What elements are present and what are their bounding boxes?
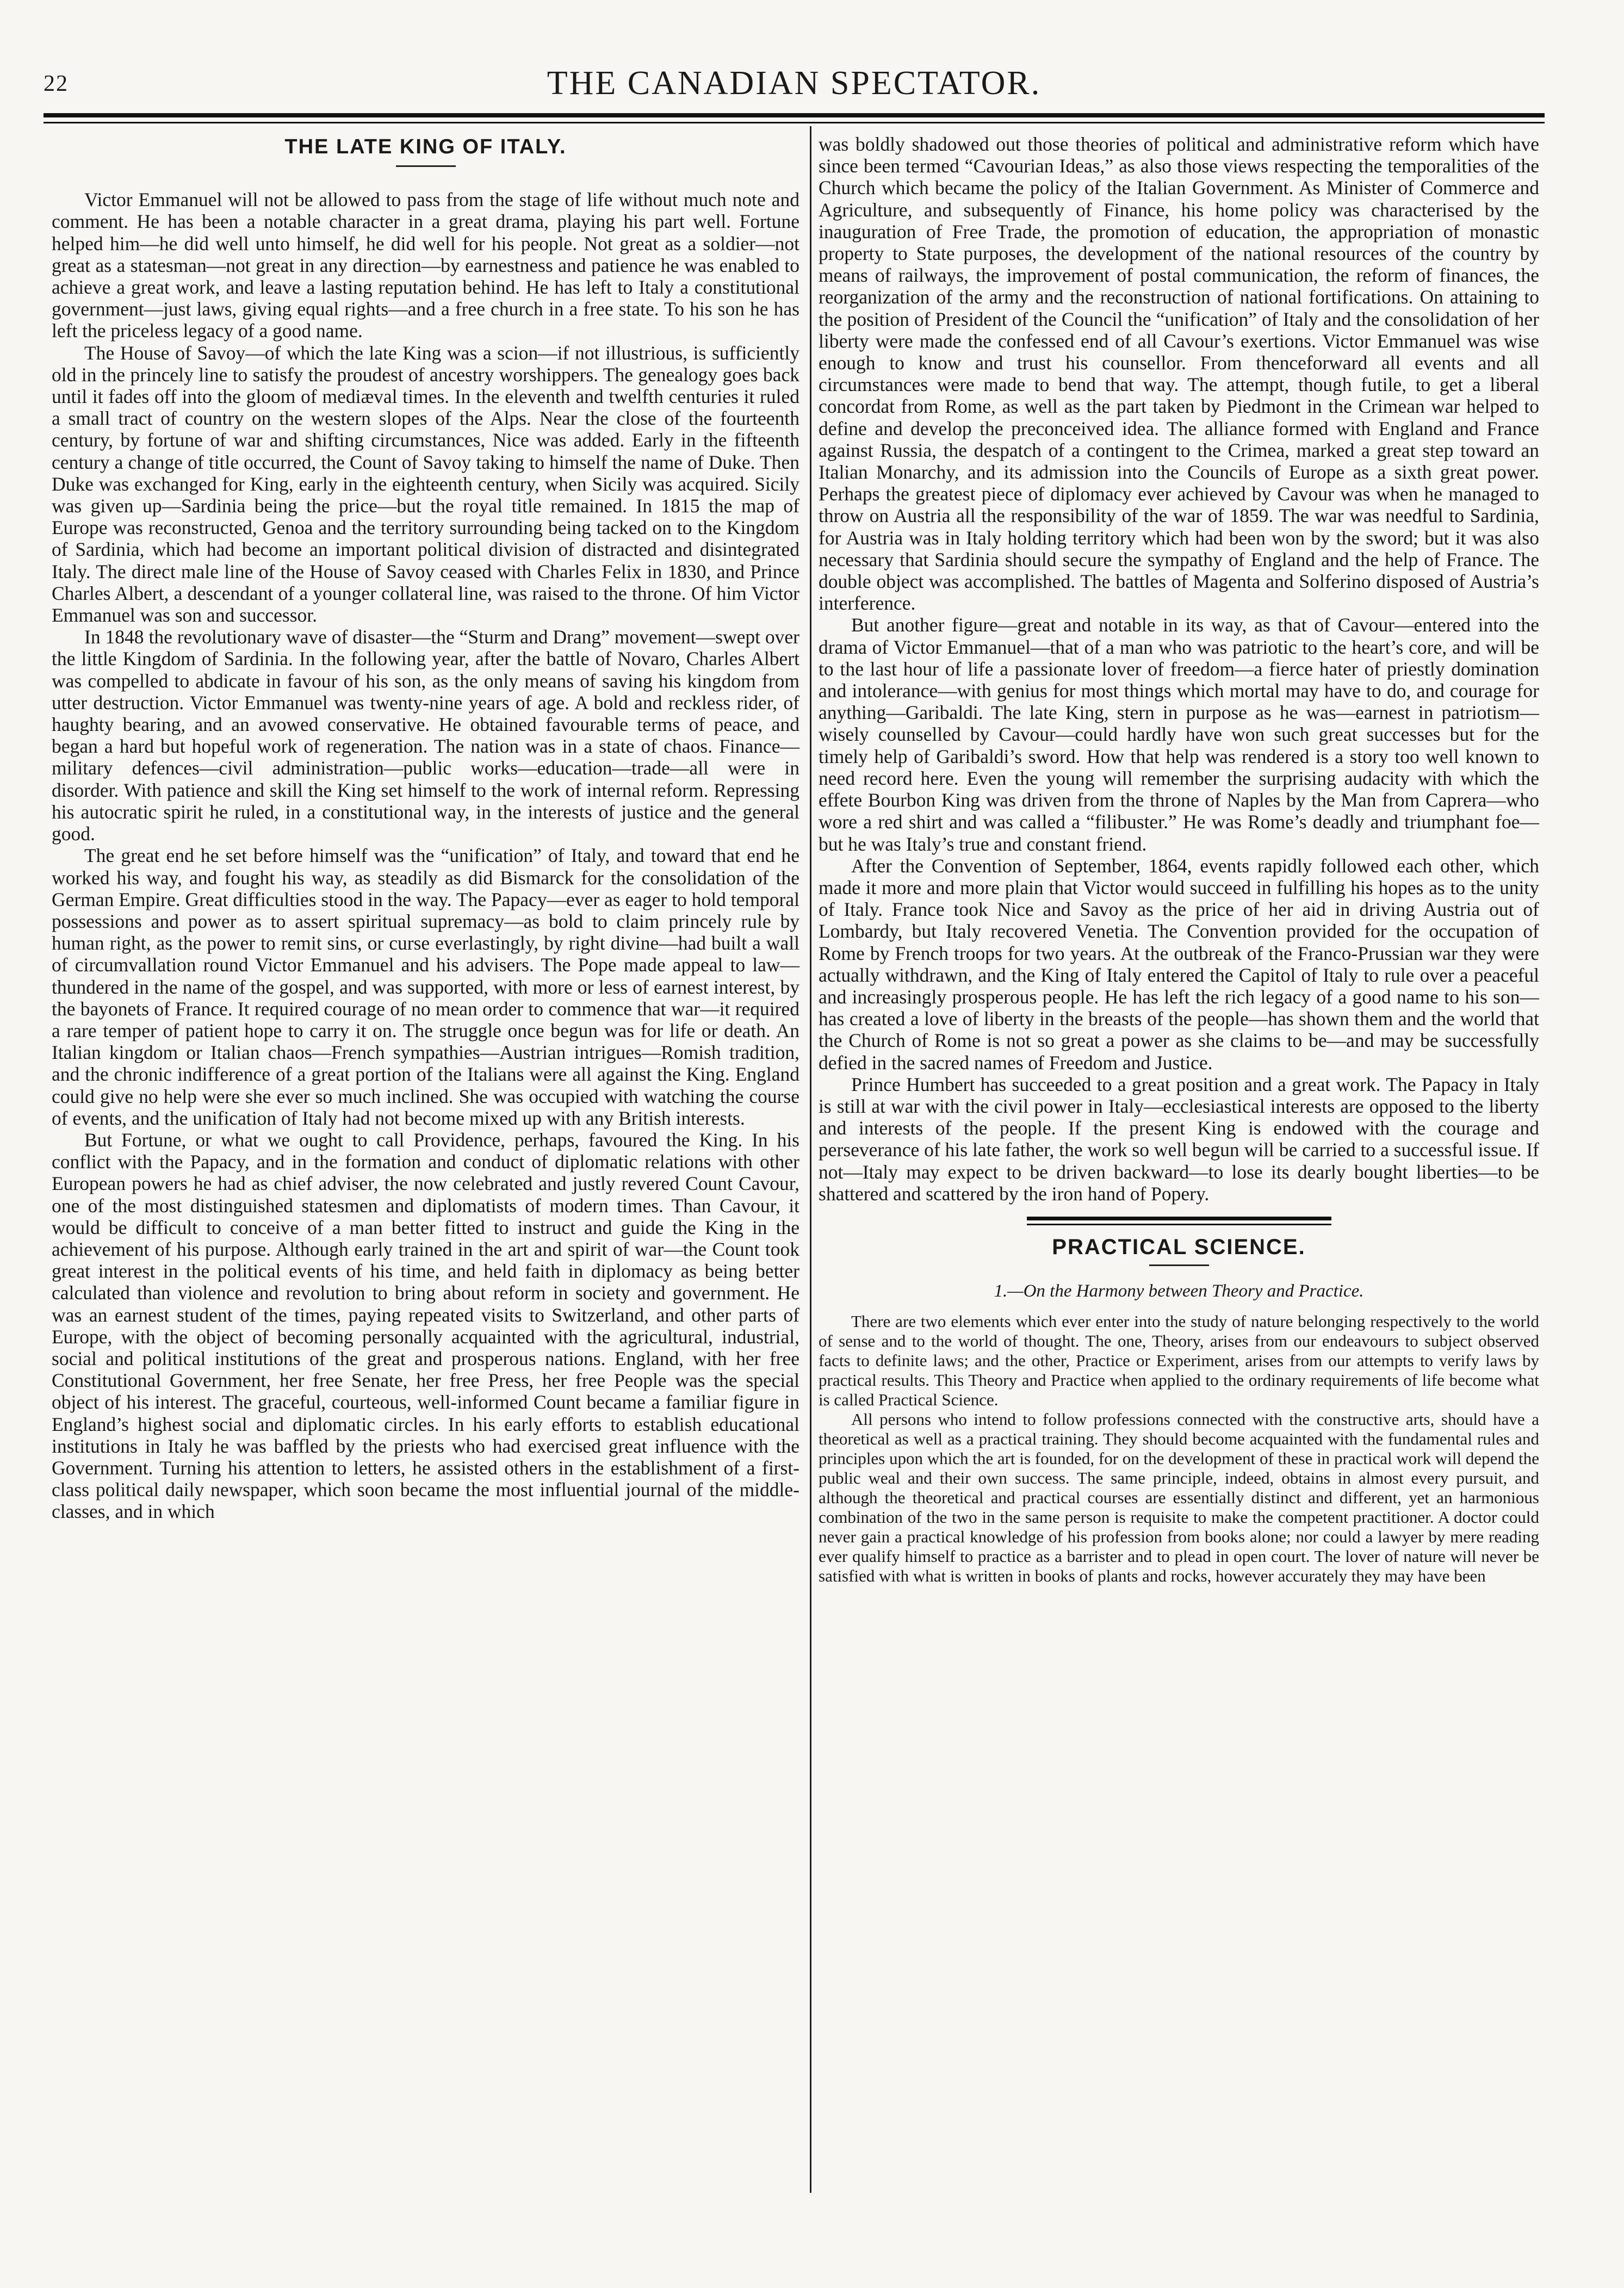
article-paragraph: Victor Emmanuel will not be allowed to pass from the stage of life without much note and comment. He has been a notable character in a great drama, playing his part well. Fortune helped him—he did well unto himself, he did well for his people. Not great as a soldier—not great as a statesman—not great in any direction—by earnestness and patience he was enabled to achieve a great work, and leave a lasting reputation behind. He has left to Italy a constitutional government—just laws, giving equal rights—and a free church in a free state. To his son he has left the priceless legacy of a good name. — [52, 189, 799, 342]
science-paragraph: There are two elements which ever enter into the study of nature belonging respectively to the world of sense and to the world of thought. The one, Theory, arises from our endeavours to subject observed facts to definite laws; and the other, Practice or Experiment, arises from our attempts to verify laws by practical results. This Theory and Practice when applied to the ordinary requirements of life become what is called Practical Science. — [819, 1312, 1539, 1410]
article-paragraph: In 1848 the revolutionary wave of disaster—the “Sturm and Drang” movement—swept over the little Kingdom of Sardinia. In the following year, after the battle of Novaro, Charles Albert was compelled to abdicate in favour of his son, as the only means of saving his kingdom from utter destruction. Victor Emmanuel was twenty-nine years of age. A bold and reckless rider, of haughty bearing, and an avowed conservative. He obtained favourable terms of peace, and began a hard but hopeful work of regeneration. The nation was in a state of chaos. Finance—military defences—civil administration—public works—education—trade—all were in disorder. With patience and skill the King set himself to the work of internal reform. Repressing his autocratic spirit he ruled, in a constitutional way, in the interests of justice and the general good. — [52, 626, 799, 845]
right-column — [819, 133, 1539, 1586]
article-paragraph: But Fortune, or what we ought to call Providence, perhaps, favoured the King. In his conflict with the Papacy, and in the formation and conduct of diplomatic relations with other European powers he had as chief adviser, the now celebrated and justly revered Count Cavour, one of the most distinguished statesmen and diplomatists of modern times. Than Cavour, it would be difficult to conceive of a man better fitted to instruct and guide the King in the achievement of his purpose. Although early trained in the art and spirit of war—the Count took great interest in the political events of his time, and held faith in diplomacy as being better calculated than violence and revolution to bring about reform in society and government. He was an earnest student of the times, paying repeated visits to Switzerland, and other parts of Europe, with the object of becoming personally acquainted with the agricultural, industrial, social and political institutions of the great and prosperous nations. England, with her free Constitutional Government, her free Senate, her free Press, her free People was the special object of his interest. The graceful, courteous, well-informed Count became a familiar figure in England’s highest social and diplomatic circles. In his early efforts to establish educational institutions in Italy he was baffled by the priests who had exercised great influence with the Government. Turning his attention to letters, he assisted others in the establishment of a first-class political daily newspaper, which soon became the most influential journal of the middle-classes, and in which — [52, 1129, 799, 1523]
header-rule-thick — [44, 113, 1545, 117]
section-title: PRACTICAL SCIENCE. — [1052, 1235, 1306, 1259]
column-divider — [810, 126, 811, 2193]
article-paragraph: But another figure—great and notable in its way, as that of Cavour—entered into the drama of Victor Emmanuel—that of a man who was patriotic to the heart’s core, and will be to the last hour of life a passionate lover of freedom—a fierce hater of priestly domination and intolerance—with genius for most things which mortal may have to do, and courage for anything—Garibaldi. The late King, stern in purpose as he was—earnest in patriotism—wisely counselled by Cavour—could hardly have won such great successes but for the timely help of Garibaldi’s sword. How that help was rendered is a story too well known to need record here. Even the young will remember the surprising audacity with which the effete Bourbon King was driven from the throne of Naples by the Man from Caprera—who wore a red shirt and was called a “filibuster.” He was Rome’s deadly and triumphant foe—but he was Italy’s true and constant friend. — [819, 614, 1539, 855]
masthead: THE CANADIAN SPECTATOR. — [547, 65, 1042, 102]
page-number: 22 — [44, 71, 69, 96]
title-rule — [396, 165, 456, 167]
article-paragraph: After the Convention of September, 1864, events rapidly followed each other, which made it more and more plain that Victor would succeed in fulfilling his hopes as to the unity of Italy. France took Nice and Savoy as the price of her aid in driving Austria out of Lombardy, but Italy recovered Venetia. The Convention provided for the occupation of Rome by French troops for two years. At the outbreak of the Franco-Prussian war they were actually withdrawn, and the King of Italy entered the Capitol of Italy to rule over a peaceful and increasingly prosperous people. He has left the rich legacy of a good name to his son—has created a love of liberty in the breasts of the people—has shown them and the world that the Church of Rome is not so great a power as she claims to be—and may be successfully defied in the sacred names of Freedom and Justice. — [819, 854, 1539, 1074]
science-paragraph: All persons who intend to follow professions connected with the constructive arts, should have a theoretical as well as a practical training. They should become acquainted with the fundamental rules and principles upon which the art is founded, for on the development of these in practical work will depend the public weal and their own success. The same principle, indeed, obtains in almost every pursuit, and although the theoretical and practical courses are essentially distinct and different, yet an harmonious combination of the two in the same person is requisite to make the competent practitioner. A doctor could never gain a practical knowledge of his profession from books alone; nor could a lawyer by mere reading ever qualify himself to practice as a barrister and to plead in open court. The lover of nature will never be satisfied with what is written in books of plants and rocks, however accurately they may have been — [819, 1410, 1539, 1586]
article-paragraph-continued: was boldly shadowed out those theories of political and administrative reform which have since been termed “Cavourian Ideas,” as also those views respecting the temporalities of the Church which became the policy of the Italian Government. As Minister of Commerce and Agriculture, and subsequently of Finance, his home policy was characterised by the inauguration of Free Trade, the promotion of education, the appropriation of monastic property to State purposes, the development of the national resources of the country by means of railways, the improvement of postal communication, the reform of finances, the reorganization of the army and the reconstruction of national fortifications. On attaining to the position of President of the Council the “unification” of Italy and the consolidation of her liberty were made the confessed end of all Cavour’s exertions. Victor Emmanuel was wise enough to know and trust his counsellor. From thenceforward all events and all circumstances were made to bend that way. The attempt, though futile, to get a liberal concordat from Rome, as well as the part taken by Piedmont in the Crimean war helped to define and develop the preconceived idea. The alliance formed with England and France against Russia, the despatch of a contingent to the Crimea, marked a great step toward an Italian Monarchy, and its admission into the Councils of Europe as a sixth great power. Perhaps the greatest piece of diplomacy ever achieved by Cavour was when he managed to throw on Austria all the responsibility of the war of 1859. The war was needful to Sardinia, for Austria was in Italy holding territory which had been won by the sword; but it was also necessary that Sardinia should secure the sympathy of England and the help of France. The double object was accomplished. The battles of Magenta and Solferino disposed of Austria’s interference. — [819, 133, 1539, 615]
section-divider — [1027, 1217, 1331, 1225]
page-header — [44, 64, 1545, 108]
article-paragraph: Prince Humbert has succeeded to a great position and a great work. The Papacy in Italy is still at war with the civil power in Italy—ecclesiastical interests are opposed to the liberty and interests of the people. If the present King is endowed with the courage and perseverance of his late father, the work so well begun will be carried to a successful issue. If not—Italy may expect to be driven backward—to lose its dearly bought liberties—to be shattered and scattered by the iron hand of Popery. — [819, 1073, 1539, 1205]
section-title-rule — [1149, 1264, 1209, 1266]
article-paragraph: The great end he set before himself was the “unification” of Italy, and toward that end he worked his way, and fought his way, as steadily as did Bismarck for the consolidation of the German Empire. Great difficulties stood in the way. The Papacy—ever as eager to hold temporal possessions and power as to assert spiritual supremacy—as bold to claim princely rule by human right, as the power to remit sins, or curse everlastingly, by right divine—had built a wall of circumvallation round Victor Emmanuel and his advisers. The Pope made appeal to law—thundered in the name of the gospel, and was supported, with more or less of earnest interest, by the bayonets of France. It required courage of no mean order to commence that war—it required a rare temper of patient hope to carry it on. The struggle once begun was for life or death. An Italian kingdom or Italian chaos—French sympathies—Austrian intrigues—Romish tradition, and the chronic indifference of a great portion of the Italians were all against the King. England could give no help were she ever so much inclined. She was occupied with watching the course of events, and the unification of Italy had not become mixed up with any British interests. — [52, 845, 799, 1129]
article-title: THE LATE KING OF ITALY. — [284, 135, 567, 158]
left-column — [52, 136, 799, 1523]
section-subtitle: 1.—On the Harmony between Theory and Practice. — [994, 1281, 1364, 1301]
header-rule-thin — [44, 122, 1545, 123]
article-paragraph: The House of Savoy—of which the late King was a scion—if not illustrious, is sufficiently old in the princely line to satisfy the proudest of ancestry worshippers. The genealogy goes back until it fades off into the gloom of mediæval times. In the eleventh and twelfth centuries it ruled a small tract of country on the western slopes of the Alps. Near the close of the fourteenth century, by fortune of war and shifting circumstances, Nice was added. Early in the fifteenth century a change of title occurred, the Count of Savoy taking to himself the name of Duke. Then Duke was exchanged for King, early in the eighteenth century, when Sicily was acquired. Sicily was given up—Sardinia being the price—but the royal title remained. In 1815 the map of Europe was reconstructed, Genoa and the territory surrounding being tacked on to the Kingdom of Sardinia, which had become an important political division of distracted and disintegrated Italy. The direct male line of the House of Savoy ceased with Charles Felix in 1830, and Prince Charles Albert, a descendant of a younger collateral line, was raised to the throne. Of him Victor Emmanuel was son and successor. — [52, 342, 799, 627]
